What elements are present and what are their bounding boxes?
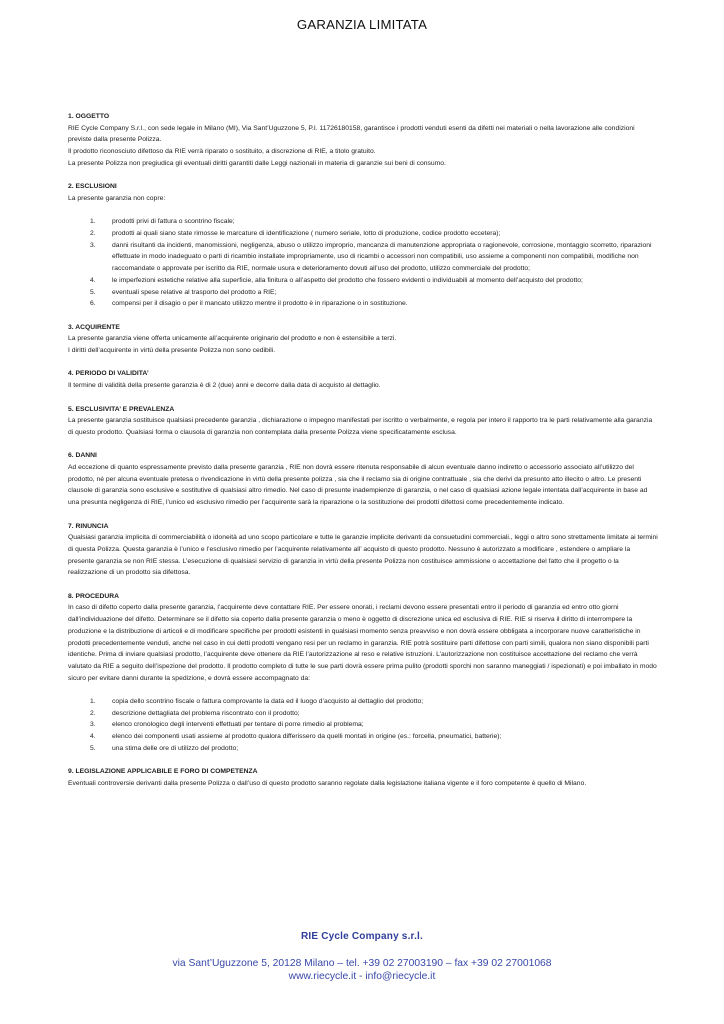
section-heading: 9. LEGISLAZIONE APPLICABILE E FORO DI COMPETENZA (68, 768, 258, 776)
list-item (68, 731, 658, 743)
numbered-list (68, 696, 658, 755)
document-body (68, 111, 658, 801)
section-heading: 2. ESCLUSIONI (68, 183, 117, 191)
section-1 (68, 111, 658, 170)
list-item (68, 719, 658, 731)
section-9 (68, 766, 658, 789)
section-heading: 6. DANNI (68, 452, 97, 460)
section-4 (68, 368, 658, 391)
list-item-number: 5. (90, 744, 96, 752)
footer-web-email[interactable]: www.riecycle.it - info@riecycle.it (288, 971, 436, 982)
footer-company-name: RIE Cycle Company s.r.l. (300, 931, 424, 942)
section-paragraph: La presente garanzia viene offerta unicamente all’acquirente originario del prodotto e non è estensibile a terzi. (68, 335, 397, 343)
list-item (68, 216, 658, 228)
list-item (68, 287, 658, 299)
section-paragraph: In caso di difetto coperto dalla presente garanzia, l’acquirente deve contattare RIE. Per essere onorati, i reclami devono essere presentati entro il periodo di garanzia ed entro otto giorni dall’individuazione del difetto. Determinare se il difetto sia coperto dalla presente garanzia o meno è oggetto di discrezione unica ed esclusiva di RIE. RIE si riserva il diritto di interrompere la produzione e la distribuzione di articoli e di modificare specifiche per prodotti esistenti in qualsiasi momento senza preavviso e non dovrà essere obbligata a incorporare nuove caratteristiche in prodotti precedentemente venduti, anche nel caso in cui detti prodotti vengano resi per un reclamo in garanzia. RIE potrà sostituire parti difettose con parti simili, qualora non siano disponibili parti identiche. Prima di inviare qualsiasi prodotto, l’acquirente deve ottenere da RIE l’autorizzazione al reso e relative istruzioni. L’autorizzazione non costituisce accettazione del reclamo che verrà valutato da RIE a seguito dell’ispezione del prodotto. Il prodotto completo di tutte le sue parti dovrà essere prima pulito (prodotti sporchi non saranno maneggiati / ispezionati) e poi imballato in modo sicuro per evitare danni durante la spedizione, e dovrà essere accompagnato da: (68, 604, 657, 682)
list-item-text: copia dello scontrino fiscale o fattura comprovante la data ed il luogo d’acquisto al dettaglio del prodotto; (112, 698, 424, 706)
section-paragraph: I diritti dell’acquirente in virtù della presente Polizza non sono cedibili. (68, 347, 276, 355)
section-heading: 4. PERIODO DI VALIDITA’ (68, 370, 149, 378)
section-heading: 7. RINUNCIA (68, 522, 109, 530)
list-item-number: 5. (90, 288, 96, 296)
section-paragraph: Eventuali controversie derivanti dalla presente Polizza o dall’uso di questo prodotto saranno regolate dalla legislazione italiana vigente e il foro competente è quello di Milano. (68, 779, 587, 787)
section-paragraph: Il termine di validità della presente garanzia è di 2 (due) anni e decorre dalla data di acquisto al dettaglio. (68, 382, 381, 390)
list-item-text: le imperfezioni estetiche relative alla superficie, alla finitura o all’aspetto del prodotto che fossero evidenti o individuabili al momento dell’acquisto del prodotto; (112, 276, 583, 284)
section-heading: 5. ESCLUSIVITA’ E PREVALENZA (68, 405, 175, 413)
list-item-number: 2. (90, 709, 96, 717)
section-paragraph: Qualsiasi garanzia implicita di commerciabilità o idoneità ad uno scopo particolare e tutte le garanzie implicite derivanti da consuetudini commerciali., leggi o altro sono strettamente limitate ai termini di questa Polizza. Questa garanzia è l’unico e l’esclusivo rimedio per l’acquirente relativamente all’ acquisto di questo prodotto. Nessuno è autorizzato a modificare , estendere o ampliare la presente garanzia se non RIE stessa. L’esecuzione di qualsiasi servizio di garanzia in virtù della presente Polizza non costituisce ammissione o accettazione del fatto che il progetto o la realizzazione di un prodotto sia difettosa. (68, 534, 658, 577)
list-item-number: 1. (90, 218, 96, 226)
list-item (68, 298, 658, 310)
list-item (68, 696, 658, 708)
footer-contact (0, 957, 724, 983)
section-paragraph: La presente garanzia non copre: (68, 194, 166, 202)
document-title: GARANZIA LIMITATA (296, 17, 428, 32)
list-item-number: 6. (90, 300, 96, 308)
list-item-text: descrizione dettagliata del problema riscontrato con il prodotto; (112, 709, 300, 717)
section-paragraph: Il prodotto riconosciuto difettoso da RIE verrà riparato o sostituito, a discrezione di RIE, a titolo gratuito. (68, 148, 376, 156)
list-item-number: 4. (90, 733, 96, 741)
footer-address: via Sant’Uguzzone 5, 20128 Milano – tel. +39 02 27003190 – fax +39 02 27001068 (172, 958, 552, 969)
list-item (68, 708, 658, 720)
list-item-text: compensi per il disagio o per il mancato utilizzo mentre il prodotto è in riparazione o in sostituzione. (112, 300, 408, 308)
list-item-text: prodotti ai quali siano state rimosse le marcature di identificazione ( numero seriale, lotto di produzione, codice prodotto eccetera); (112, 230, 501, 237)
list-item-text: elenco dei componenti usati assieme al prodotto qualora differissero da quelli montati in origine (es.: forcella, pneumatici, batterie); (112, 733, 502, 741)
section-paragraph: RIE Cycle Company S.r.l., con sede legale in Milano (MI), Via Sant’Uguzzone 5, P.I. 11726180158, garantisce i prodotti venduti esenti da difetti nei materiali o nella lavorazione alle condizioni previste dalla presente Polizza. (68, 124, 635, 144)
section-paragraph: La presente garanzia sostituisce qualsiasi precedente garanzia , dichiarazione o impegno manifestati per iscritto o verbalmente, e regola per intero il rapporto tra le parti relativamente alla garanzia di questo prodotto. Qualsiasi forma o clausola di garanzia non contemplata dalla presente Polizza viene specificatamente esclusa. (68, 417, 653, 436)
section-paragraph: Ad eccezione di quanto espressamente previsto dalla presente garanzia , RIE non dovrà essere ritenuta responsabile di alcun eventuale danno indiretto o accessorio associato all’utilizzo del prodotto, né per alcuna eventuale pretesa o rivendicazione in virtù della presente polizza , sia che il reclamo sia di origine contrattuale , sia che derivi da presunto atto illecito o altro. Le presenti clausole di garanzia sono esclusive e sostitutive di qualsiasi altro rimedio. Nel caso di presunte inadempienze di garanzia, o nel caso di qualsiasi azione legale intentata dall’acquirente in base ad una presunta negligenza di RIE, l’unico ed esclusivo rimedio per l’acquirente sarà la riparazione o la sostituzione dei prodotti difettosi come precedentemente indicato. (68, 464, 648, 507)
section-6 (68, 450, 658, 509)
list-item-text: danni risultanti da incidenti, manomissioni, negligenza, abuso o utilizzo improprio, mancanza di manutenzione appropriata o ragionevole, corrosione, montaggio scorretto, riparazioni effettuate in modo inadeguato o parti di ricambio installate impropriamente, uso di ricambi o accessori non compatibili, uso assieme a componenti non compatibili, modifiche non raccomandate o approvate per iscritto da RIE, normale usura e deterioramento dovuti all’uso del prodotto, utilizzo commerciale del prodotto; (112, 241, 652, 273)
section-paragraph: La presente Polizza non pregiudica gli eventuali diritti garantiti dalle Leggi nazionali in materia di garanzie sui beni di consumo. (68, 159, 446, 167)
section-heading: 8. PROCEDURA (68, 592, 120, 600)
numbered-list (68, 216, 658, 310)
section-2 (68, 181, 658, 310)
section-5 (68, 404, 658, 439)
section-heading: 1. OGGETTO (68, 113, 110, 120)
section-7 (68, 521, 658, 580)
list-item-number: 3. (90, 721, 96, 729)
section-heading: 3. ACQUIRENTE (68, 323, 120, 331)
list-item (68, 240, 658, 275)
section-8 (68, 591, 658, 755)
list-item-number: 1. (90, 698, 96, 706)
list-item-number: 2. (90, 230, 96, 237)
list-item-text: eventuali spese relative al trasporto del prodotto a RIE; (112, 288, 277, 296)
section-3 (68, 322, 658, 357)
list-item-number: 4. (90, 276, 96, 284)
list-item (68, 275, 658, 287)
list-item-text: elenco cronologico degli interventi effettuati per tentare di porre rimedio al problema; (112, 721, 364, 729)
list-item (68, 228, 658, 240)
list-item (68, 743, 658, 755)
list-item-text: prodotti privi di fattura o scontrino fiscale; (112, 218, 235, 226)
list-item-text: una stima delle ore di utilizzo del prodotto; (112, 744, 239, 752)
list-item-number: 3. (90, 241, 96, 249)
